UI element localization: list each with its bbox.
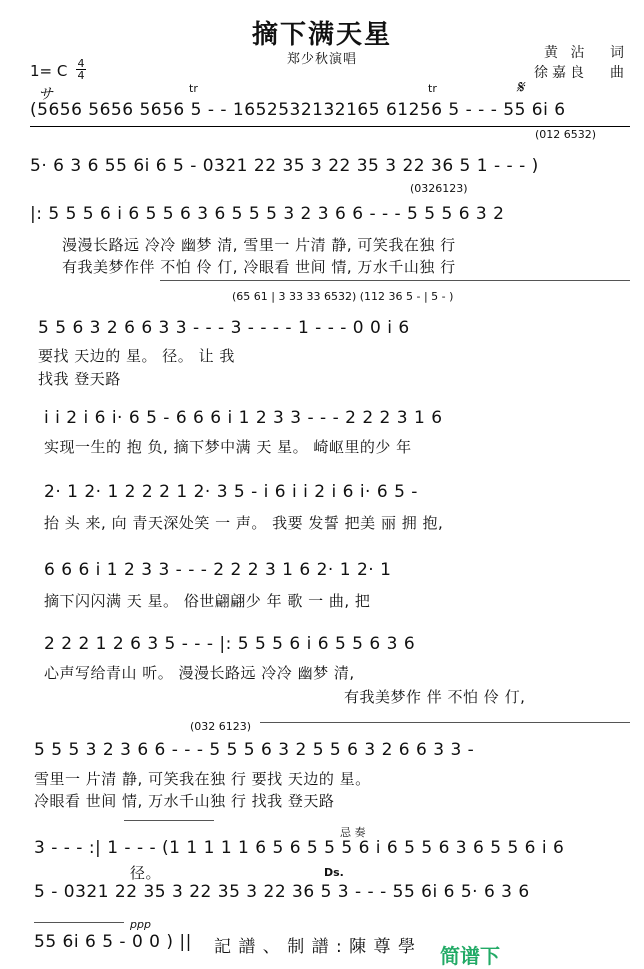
key-signature: 1= C bbox=[30, 62, 68, 80]
site-logo-fragment: 简谱下 bbox=[440, 944, 500, 968]
score-system-12: 55 6i 6 5 - 0 0 ) || bbox=[34, 932, 192, 952]
lyricist-name: 黄 沾 bbox=[544, 45, 589, 61]
score-system-1: (5656 5656 5656 5 - - 1652532132165 61256 5 - - - 55 6i 6 bbox=[30, 100, 566, 120]
lyrics-9-verse-1: 雪里一 片清 静, 可笑我在独 行 要找 天边的 星。 bbox=[34, 770, 371, 788]
lyrics-5: 实现一生的 抱 负, 摘下梦中满 天 星。 崎岖里的少 年 bbox=[44, 438, 412, 456]
meter-top: 4 bbox=[77, 57, 85, 70]
transcriber-credit: 記 譜 、 制 譜 : 陳 尊 學 bbox=[214, 937, 416, 957]
volta-bracket bbox=[124, 820, 214, 821]
time-signature bbox=[76, 58, 86, 81]
system-4-above: (65 61 | 3 33 33 6532) (112 36 5 - | 5 - ) bbox=[232, 290, 454, 303]
lyricist-role: 词 bbox=[610, 45, 628, 61]
score-system-2: 5· 6 3 6 55 6i 6 5 - 0321 22 35 3 22 35 3 22 36 5 1 - - - ) bbox=[30, 156, 539, 176]
repeat-bracket-2 bbox=[260, 722, 630, 723]
lyrics-10: 径。 bbox=[130, 864, 162, 882]
lyrics-3-verse-1: 漫漫长路远 冷冷 幽梦 清, 雪里一 片清 静, 可笑我在独 行 bbox=[62, 236, 456, 254]
composer-role: 曲 bbox=[610, 65, 628, 81]
segno-mark: 𝄋 bbox=[516, 77, 524, 98]
lyrics-8-verse-1: 心声写给青山 听。 漫漫长路远 冷冷 幽梦 清, bbox=[44, 664, 355, 682]
score-system-7: 6 6 6 i 1 2 3 3 - - - 2 2 2 3 1 6 2· 1 2· 1 bbox=[44, 560, 392, 580]
score-system-9: 5 5 5 3 2 3 6 6 - - - 5 5 5 6 3 2 5 5 6 3 2 6 6 3 3 - bbox=[34, 740, 475, 760]
system-3-above: (0326123) bbox=[410, 182, 468, 195]
score-system-5: i i 2 i 6 i· 6 5 - 6 6 6 i 1 2 3 3 - - - 2 2 2 3 1 6 bbox=[44, 408, 443, 428]
lyrics-6: 抬 头 来, 向 青天深处笑 一 声。 我要 发誓 把美 丽 拥 抱, bbox=[44, 514, 444, 532]
ds-mark: Ds. bbox=[324, 866, 344, 879]
free-tempo-mark: サ bbox=[38, 85, 54, 103]
ds-chinese-mark: 忌 奏 bbox=[340, 826, 366, 839]
lyrics-4-verse-1: 要找 天边的 星。 径。 让 我 bbox=[38, 347, 235, 365]
ppp-mark: ppp bbox=[130, 918, 151, 931]
score-system-4: 5 5 6 3 2 6 6 3 3 - - - 3 - - - - 1 - - - 0 0 i 6 bbox=[38, 318, 410, 338]
score-system-8: 2 2 2 1 2 6 3 5 - - - |: 5 5 5 6 i 6 5 5 6 3 6 bbox=[44, 634, 416, 654]
trill-mark-2: tr bbox=[428, 82, 437, 95]
diminuendo-line bbox=[34, 922, 124, 923]
system-2-above: (012 6532) bbox=[535, 128, 597, 141]
singer-credit: 郑少秋演唱 bbox=[286, 52, 357, 67]
score-system-3: |: 5 5 5 6 i 6 5 5 6 3 6 5 5 5 3 2 3 6 6 - - - 5 5 5 6 3 2 bbox=[30, 204, 505, 224]
underline-1 bbox=[30, 126, 630, 127]
lyrics-7: 摘下闪闪满 天 星。 俗世翩翩少 年 歌 一 曲, 把 bbox=[44, 592, 371, 610]
repeat-bracket-1 bbox=[160, 280, 630, 281]
lyrics-3-verse-2: 有我美梦作伴 不怕 伶 仃, 冷眼看 世间 情, 万水千山独 行 bbox=[62, 258, 456, 276]
trill-mark: tr bbox=[189, 82, 198, 95]
lyrics-9-verse-2: 冷眼看 世间 情, 万水千山独 行 找我 登天路 bbox=[34, 792, 335, 810]
lyrics-4-verse-2: 找我 登天路 bbox=[38, 370, 121, 388]
system-9-above: (032 6123) bbox=[190, 720, 252, 733]
score-system-11: 5 - 0321 22 35 3 22 35 3 22 36 5 3 - - - 55 6i 6 5· 6 3 6 bbox=[34, 882, 530, 902]
score-system-10: 3 - - - :| 1 - - - (1 1 1 1 1 6 5 6 5 5 5 6 i 6 5 5 6 3 6 5 5 6 i 6 bbox=[34, 838, 565, 858]
meter-bottom: 4 bbox=[77, 69, 85, 82]
composer-name: 徐嘉良 bbox=[534, 65, 588, 81]
lyrics-8-verse-2: 有我美梦作 伴 不怕 伶 仃, bbox=[344, 688, 526, 706]
song-title: 摘下满天星 bbox=[251, 20, 392, 50]
score-system-6: 2· 1 2· 1 2 2 2 1 2· 3 5 - i 6 i i 2 i 6 i· 6 5 - bbox=[44, 482, 418, 502]
